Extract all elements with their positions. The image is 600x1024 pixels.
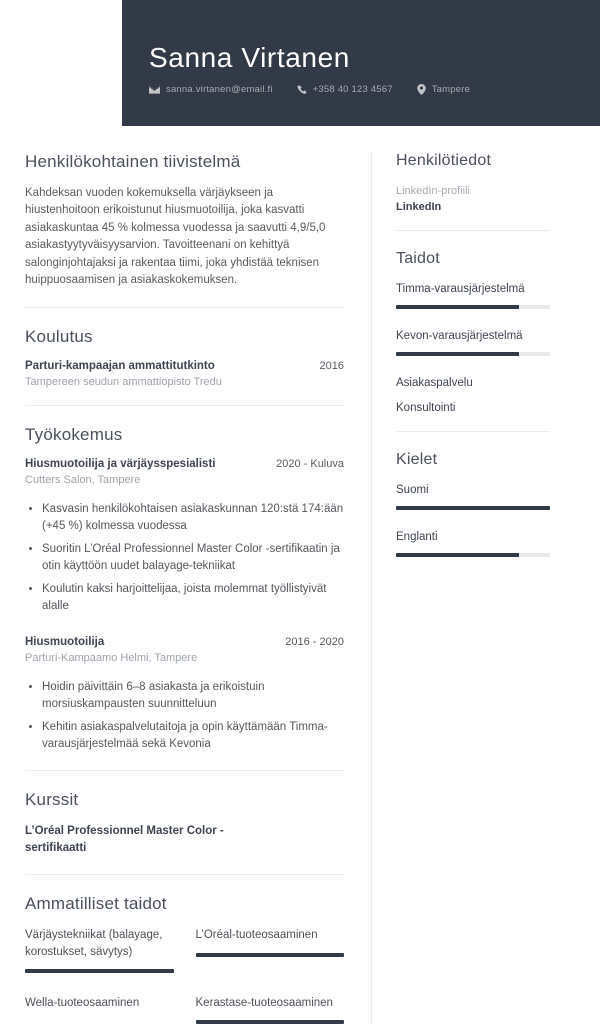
section-experience (25, 425, 344, 753)
section-courses (25, 790, 344, 858)
job-head (25, 636, 344, 648)
skill-bar-track (396, 352, 550, 356)
education-school: Tampereen seudun ammattiopisto Tredu (25, 375, 222, 388)
skill-label: Wella-tuoteosaaminen (25, 996, 140, 1009)
language-label: Englanti (396, 531, 438, 543)
list-item: • Koulutin kaksi harjoittelijaa, joista molemmat työllistyivät alalle (42, 581, 344, 615)
job-company: Parturi-Kampaamo Helmi, Tampere (25, 651, 198, 664)
skill-item (196, 995, 345, 1024)
linkedin-link[interactable]: LinkedIn (396, 201, 442, 213)
contact-email-text: sanna.virtanen@email.fi (166, 84, 273, 95)
skill-bar (196, 1020, 345, 1024)
experience-title: Työkokemus (25, 424, 123, 444)
skill-item (396, 402, 550, 414)
list-item: • Kasvasin henkilökohtaisen asiakaskunnan 120:stä 174:ään (+45 %) kolmessa vuodessa (42, 501, 344, 535)
section-professional-skills (25, 894, 344, 1023)
section-divider (396, 230, 550, 231)
list-item: • Suoritin L’Oréal Professionnel Master Color -sertifikaatin ja otin käyttöön uudet balayage-tekniikat (42, 541, 344, 575)
skill-label: Timma-varausjärjestelmä (396, 283, 525, 295)
location-pin-icon (417, 84, 426, 95)
contact-location (417, 84, 470, 95)
contact-row (149, 84, 580, 95)
skill-item (25, 927, 174, 972)
job-company: Cutters Salon, Tampere (25, 473, 141, 486)
education-title: Koulutus (25, 326, 93, 346)
header (122, 0, 600, 126)
language-label: Suomi (396, 484, 429, 496)
section-summary (25, 152, 344, 290)
course-item: L’Oréal Professionnel Master Color - sertifikaatti (25, 824, 224, 855)
skill-label: Konsultointi (396, 402, 456, 414)
education-date: 2016 (319, 359, 344, 372)
professional-skills-title: Ammatilliset taidot (25, 894, 167, 914)
skill-item (396, 377, 550, 389)
list-item: • Kehitin asiakaspalvelutaitoja ja opin käyttämään Timma-varausjärjestelmää sekä Kevonia (42, 719, 344, 753)
section-divider (396, 431, 550, 432)
email-icon (149, 85, 160, 94)
skill-item (25, 995, 174, 1011)
language-bar-track (396, 553, 550, 557)
education-item-head (25, 360, 344, 372)
skill-bar-fill (396, 352, 519, 356)
section-divider (25, 405, 344, 406)
contact-email[interactable] (149, 84, 273, 95)
summary-title: Henkilökohtainen tiivistelmä (25, 152, 241, 171)
skill-bar (25, 969, 174, 973)
section-details (396, 152, 550, 213)
skills-title: Taidot (396, 250, 440, 267)
contact-phone-text: +358 40 123 4567 (312, 84, 393, 95)
skill-item (196, 927, 345, 956)
education-degree: Parturi-kampaajan ammattitutkinto (25, 359, 215, 372)
details-title: Henkilötiedot (396, 152, 492, 169)
contact-phone (297, 84, 393, 95)
language-bar-track (396, 506, 550, 510)
section-divider (25, 874, 344, 875)
courses-title: Kurssit (25, 789, 79, 809)
language-bar-fill (396, 506, 550, 510)
content (0, 126, 600, 1024)
section-skills (396, 250, 550, 414)
skill-label: Kerastase-tuoteosaaminen (195, 996, 333, 1009)
skill-label: Värjäystekniikat (balayage, korostukset, sävytys) (25, 929, 163, 958)
phone-icon (297, 85, 307, 95)
section-divider (25, 307, 344, 308)
skill-label: Asiakaspalvelu (396, 377, 473, 389)
job-date: 2016 - 2020 (285, 635, 344, 648)
job-head (25, 458, 344, 470)
job-bullets (25, 501, 344, 615)
linkedin-label: LinkedIn-profiili (396, 185, 470, 197)
languages-title: Kielet (396, 451, 438, 468)
skill-item (396, 330, 550, 356)
list-item: • Hoidin päivittäin 6–8 asiakasta ja erikoistuin morsiuskampausten suunnitteluun (42, 679, 344, 713)
section-divider (25, 770, 344, 771)
professional-skills-grid (25, 927, 344, 1023)
skill-bar-fill (396, 305, 519, 309)
job-entry (25, 458, 344, 615)
job-role: Hiusmuotoilija ja värjäysspesialisti (25, 457, 216, 470)
job-bullets (25, 679, 344, 753)
right-column (372, 152, 550, 1024)
section-education (25, 327, 344, 388)
job-role: Hiusmuotoilija (25, 635, 105, 648)
skill-bar (196, 953, 345, 957)
language-bar-fill (396, 553, 519, 557)
contact-location-text: Tampere (431, 84, 471, 95)
education-item (25, 360, 344, 388)
language-item (396, 531, 550, 557)
job-date: 2020 - Kuluva (276, 457, 344, 470)
section-languages (396, 451, 550, 557)
job-entry (25, 636, 344, 753)
skill-bar-track (396, 305, 550, 309)
language-item (396, 484, 550, 510)
skill-label: Kevon-varausjärjestelmä (396, 330, 523, 342)
left-column (25, 152, 372, 1024)
skill-label: L’Oréal-tuoteosaaminen (195, 929, 318, 942)
summary-text: Kahdeksan vuoden kokemuksella värjäykseen ja hiustenhoitoon erikoistunut hiusmuotoilija, joka kasvatti asiakaskuntaa 45 % kolmessa vuodessa ja saavutti 4,9/5,0 asiakastyytyväisyysarvion. Tavoitteenani on kehittyä salonginjohtajaksi ja rakentaa tiimi, joka yhdistää teknisen huippuosaamisen ja asiakaskokemuksen. (25, 187, 326, 287)
skill-item (396, 283, 550, 309)
person-name: Sanna Virtanen (149, 42, 350, 73)
